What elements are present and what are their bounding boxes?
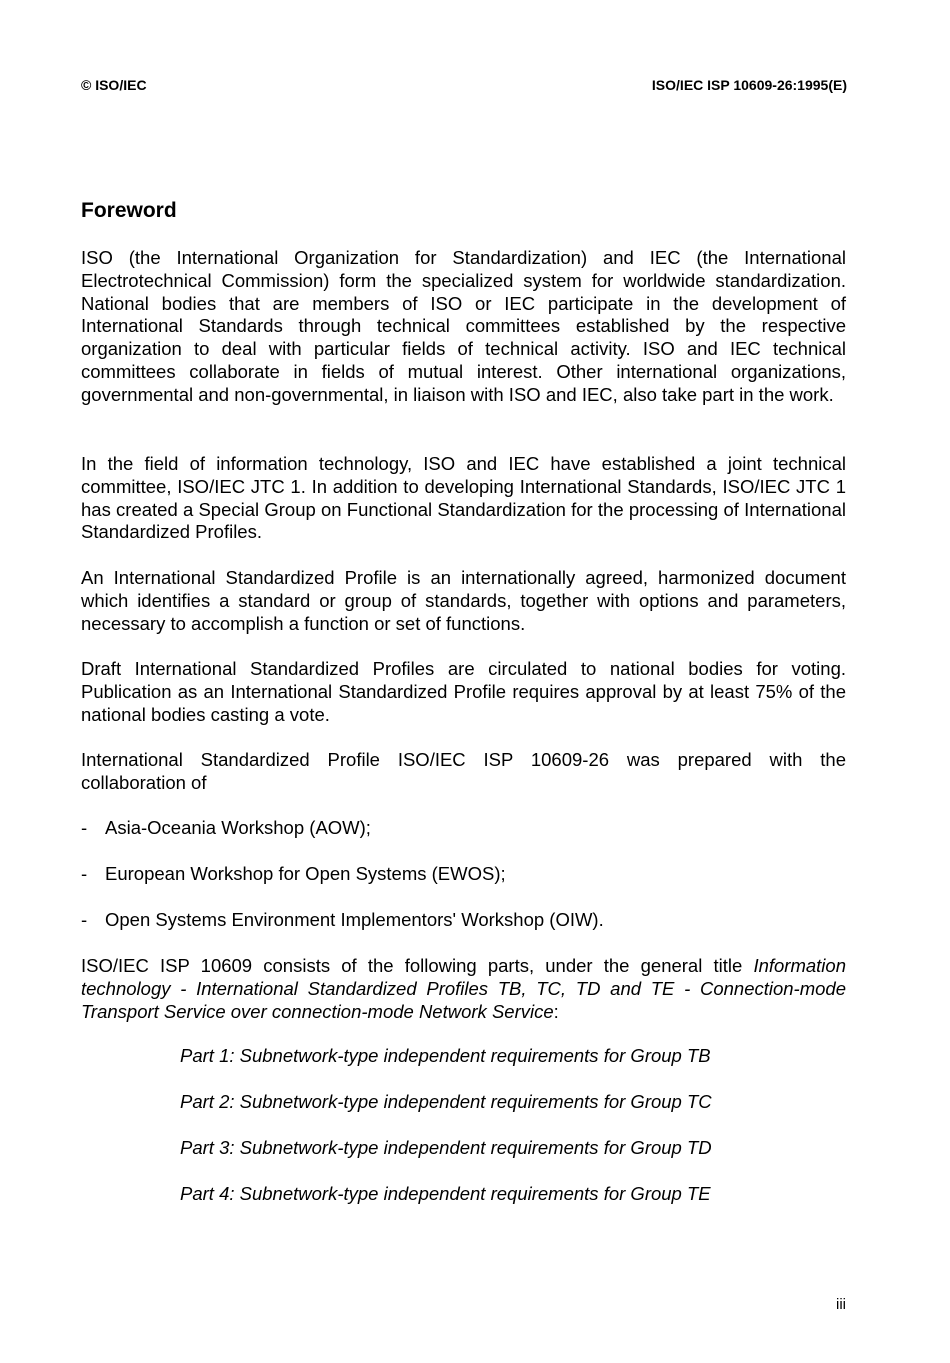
foreword-paragraph-3: An International Standardized Profile is an internationally agreed, harmonized document which identifies a standard or group of standards, together with options and parameters, necessary to accomplish a function or set of functions. [81,567,846,634]
part-item: Part 3: Subnetwork-type independent requirements for Group TD [180,1137,712,1158]
page-number: iii [836,1296,846,1313]
part-item: Part 4: Subnetwork-type independent requirements for Group TE [180,1183,711,1204]
foreword-paragraph-5 [81,749,846,795]
list-item [81,909,604,932]
bullet-dash: - [81,909,88,930]
foreword-paragraph-2: In the field of information technology, ISO and IEC have established a joint technical committee, ISO/IEC JTC 1. In addition to developing International Standards, ISO/IEC JTC 1 has created a Special Group on Functional Standardization for the processing of International Standardized Profiles. [81,453,846,543]
bullet-dash: - [81,817,88,838]
list-item-text: Asia-Oceania Workshop (AOW); [105,817,371,838]
list-item-text: European Workshop for Open Systems (EWOS); [105,863,506,884]
list-item-text: Open Systems Environment Implementors' Workshop (OIW). [105,909,604,930]
bullet-dash: - [81,863,88,884]
foreword-paragraph-1: ISO (the International Organization for Standardization) and IEC (the International Electrotechnical Commission) form the specialized system for worldwide standardization. National bodies that are members of ISO or IEC participate in the development of International Standards through technical committees established by the respective organization to deal with particular fields of technical activity. ISO and IEC technical committees collaborate in fields of mutual interest. Other international organizations, governmental and non-governmental, in liaison with ISO and IEC, also take part in the work. [81,247,846,405]
paragraph-5-line-2: collaboration of [81,771,207,793]
general-title: Information technology - International Standardized Profiles TB, TC, TD and TE - Connection-mode Transport Service over connection-mode Network Service [81,955,846,1022]
page-title: Foreword [81,199,177,222]
document-id-header: ISO/IEC ISP 10609-26:1995(E) [651,77,847,93]
foreword-paragraph-6 [81,955,846,1023]
foreword-paragraph-4: Draft International Standardized Profiles are circulated to national bodies for voting. Publication as an International Standardized Profile requires approval by at least 75% of the national bodies casting a vote. [81,658,846,725]
copyright-header: © ISO/IEC [81,77,147,93]
paragraph-5-line-1: International Standardized Profile ISO/IEC ISP 10609-26 was prepared with the [81,749,846,770]
part-item: Part 2: Subnetwork-type independent requirements for Group TC [180,1091,712,1112]
part-item: Part 1: Subnetwork-type independent requirements for Group TB [180,1045,711,1066]
paragraph-6-lead: ISO/IEC ISP 10609 consists of the following parts, under the general title [81,955,754,976]
paragraph-6-end: : [553,1000,559,1022]
list-item [81,863,506,886]
list-item [81,817,371,840]
